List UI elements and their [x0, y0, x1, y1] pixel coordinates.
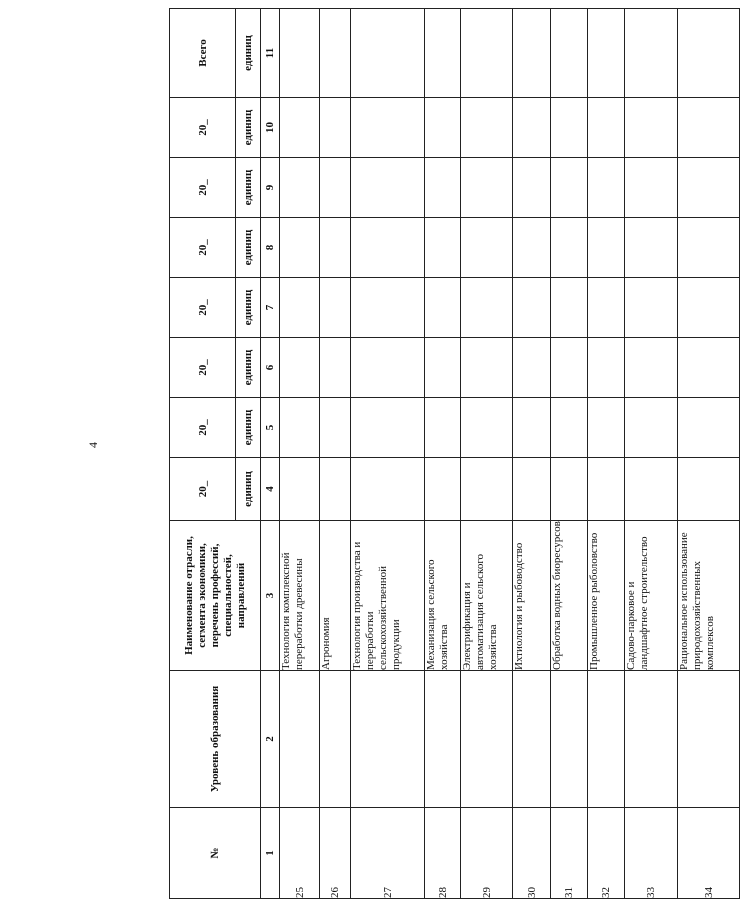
row-value-cell: [588, 278, 625, 338]
page-number: 4: [86, 442, 100, 448]
row-number: 30: [513, 808, 551, 899]
row-level: [425, 671, 461, 808]
header-unit: единиц: [236, 98, 261, 158]
header-row-titles: [170, 9, 236, 899]
row-value-cell: [425, 278, 461, 338]
table-row: [551, 9, 588, 899]
row-value-cell: [551, 218, 588, 278]
row-value-cell: [551, 158, 588, 218]
row-number: 28: [425, 808, 461, 899]
row-name: Рациональное использование природохозяйственных комплексов: [678, 521, 740, 671]
row-name: Электрификация и автоматизация сельского хозяйства: [461, 521, 513, 671]
row-value-cell: [678, 218, 740, 278]
header-year: 20_: [170, 398, 236, 458]
row-number: 34: [678, 808, 740, 899]
row-value-cell: [461, 278, 513, 338]
enrollment-table: [169, 8, 740, 899]
header-year: 20_: [170, 218, 236, 278]
header-unit: единиц: [236, 218, 261, 278]
row-value-cell: [588, 158, 625, 218]
row-value-cell: [461, 158, 513, 218]
column-number: 2: [261, 671, 280, 808]
column-number: 7: [261, 278, 280, 338]
row-value-cell: [425, 158, 461, 218]
row-value-cell: [320, 158, 351, 218]
row-level: [551, 671, 588, 808]
row-value-cell: [513, 218, 551, 278]
row-value-cell: [513, 158, 551, 218]
row-number: 31: [551, 808, 588, 899]
row-name: Обработка водных биоресурсов: [551, 521, 588, 671]
row-value-cell: [320, 398, 351, 458]
row-number: 32: [588, 808, 625, 899]
table-row: [320, 9, 351, 899]
row-number: 27: [351, 808, 425, 899]
row-number: 26: [320, 808, 351, 899]
header-unit: единиц: [236, 458, 261, 521]
row-level: [625, 671, 678, 808]
row-value-cell: [678, 278, 740, 338]
header-unit: единиц: [236, 398, 261, 458]
row-value-cell: [461, 338, 513, 398]
row-value-cell: [320, 338, 351, 398]
row-name: Механизация сельского хозяйства: [425, 521, 461, 671]
row-value-cell: [280, 218, 320, 278]
row-value-cell: [351, 398, 425, 458]
column-number: 1: [261, 808, 280, 899]
header-unit: единиц: [236, 278, 261, 338]
column-number: 4: [261, 458, 280, 521]
row-value-cell: [280, 458, 320, 521]
row-value-cell: [513, 338, 551, 398]
row-value-cell: [588, 458, 625, 521]
row-value-cell: [320, 458, 351, 521]
row-value-cell: [351, 278, 425, 338]
row-value-cell: [351, 338, 425, 398]
row-value-cell: [425, 398, 461, 458]
row-level: [588, 671, 625, 808]
row-value-cell: [351, 458, 425, 521]
column-number: 5: [261, 398, 280, 458]
row-value-cell: [513, 278, 551, 338]
row-value-cell: [320, 218, 351, 278]
row-value-cell: [320, 278, 351, 338]
row-value-cell: [678, 98, 740, 158]
row-number: 33: [625, 808, 678, 899]
row-value-cell: [625, 98, 678, 158]
table-row: [513, 9, 551, 899]
row-value-cell: [280, 278, 320, 338]
column-number: 9: [261, 158, 280, 218]
row-value-cell: [551, 278, 588, 338]
row-value-cell: [280, 398, 320, 458]
row-value-cell: [280, 338, 320, 398]
row-value-cell: [588, 9, 625, 98]
column-number: 3: [261, 521, 280, 671]
row-value-cell: [678, 398, 740, 458]
column-number: 8: [261, 218, 280, 278]
row-name: Промышленное рыболовство: [588, 521, 625, 671]
row-value-cell: [551, 9, 588, 98]
row-value-cell: [513, 458, 551, 521]
header-number: №: [170, 808, 261, 899]
row-number: 29: [461, 808, 513, 899]
header-unit: единиц: [236, 9, 261, 98]
table-container: [169, 9, 716, 899]
header-level: Уровень образования: [170, 671, 261, 808]
row-value-cell: [461, 218, 513, 278]
row-value-cell: [320, 98, 351, 158]
table-row: [280, 9, 320, 899]
header-total: Всего: [170, 9, 236, 98]
row-level: [320, 671, 351, 808]
row-value-cell: [625, 158, 678, 218]
row-value-cell: [588, 338, 625, 398]
header-year: 20_: [170, 98, 236, 158]
row-value-cell: [588, 98, 625, 158]
row-value-cell: [513, 9, 551, 98]
row-name: Садово-парковое и ландшафтное строительство: [625, 521, 678, 671]
header-row-numbers: [261, 9, 280, 899]
row-level: [280, 671, 320, 808]
row-number: 25: [280, 808, 320, 899]
row-value-cell: [425, 98, 461, 158]
row-name: Технология производства и переработки сельскохозяйственной продукции: [351, 521, 425, 671]
row-value-cell: [280, 158, 320, 218]
row-level: [513, 671, 551, 808]
row-value-cell: [425, 338, 461, 398]
row-value-cell: [551, 398, 588, 458]
row-value-cell: [351, 218, 425, 278]
header-year: 20_: [170, 338, 236, 398]
row-value-cell: [461, 9, 513, 98]
row-value-cell: [425, 218, 461, 278]
row-value-cell: [625, 398, 678, 458]
row-name: Ихтиология и рыбоводство: [513, 521, 551, 671]
column-number: 10: [261, 98, 280, 158]
row-value-cell: [351, 158, 425, 218]
row-value-cell: [280, 9, 320, 98]
row-value-cell: [551, 338, 588, 398]
table-row: [425, 9, 461, 899]
table-row: [588, 9, 625, 899]
row-level: [678, 671, 740, 808]
header-year: 20_: [170, 278, 236, 338]
row-value-cell: [551, 458, 588, 521]
row-level: [351, 671, 425, 808]
column-number: 11: [261, 9, 280, 98]
header-name: Наименование отрасли, сегмента экономики, перечень профессий, специальностей, направлений: [170, 521, 261, 671]
row-value-cell: [351, 98, 425, 158]
row-value-cell: [678, 158, 740, 218]
row-value-cell: [625, 9, 678, 98]
table-row: [625, 9, 678, 899]
row-value-cell: [551, 98, 588, 158]
header-year: 20_: [170, 158, 236, 218]
row-name: Технология комплексной переработки древесины: [280, 521, 320, 671]
row-value-cell: [678, 338, 740, 398]
row-name: Агрономия: [320, 521, 351, 671]
table-row: [461, 9, 513, 899]
row-level: [461, 671, 513, 808]
header-unit: единиц: [236, 158, 261, 218]
row-value-cell: [588, 398, 625, 458]
row-value-cell: [320, 9, 351, 98]
table-row: [678, 9, 740, 899]
row-value-cell: [678, 9, 740, 98]
row-value-cell: [425, 458, 461, 521]
row-value-cell: [513, 398, 551, 458]
row-value-cell: [425, 9, 461, 98]
row-value-cell: [461, 458, 513, 521]
row-value-cell: [625, 278, 678, 338]
row-value-cell: [280, 98, 320, 158]
row-value-cell: [625, 458, 678, 521]
table-row: [351, 9, 425, 899]
row-value-cell: [513, 98, 551, 158]
row-value-cell: [461, 98, 513, 158]
row-value-cell: [461, 398, 513, 458]
header-year: 20_: [170, 458, 236, 521]
row-value-cell: [678, 458, 740, 521]
row-value-cell: [351, 9, 425, 98]
row-value-cell: [625, 218, 678, 278]
row-value-cell: [625, 338, 678, 398]
header-unit: единиц: [236, 338, 261, 398]
row-value-cell: [588, 218, 625, 278]
column-number: 6: [261, 338, 280, 398]
